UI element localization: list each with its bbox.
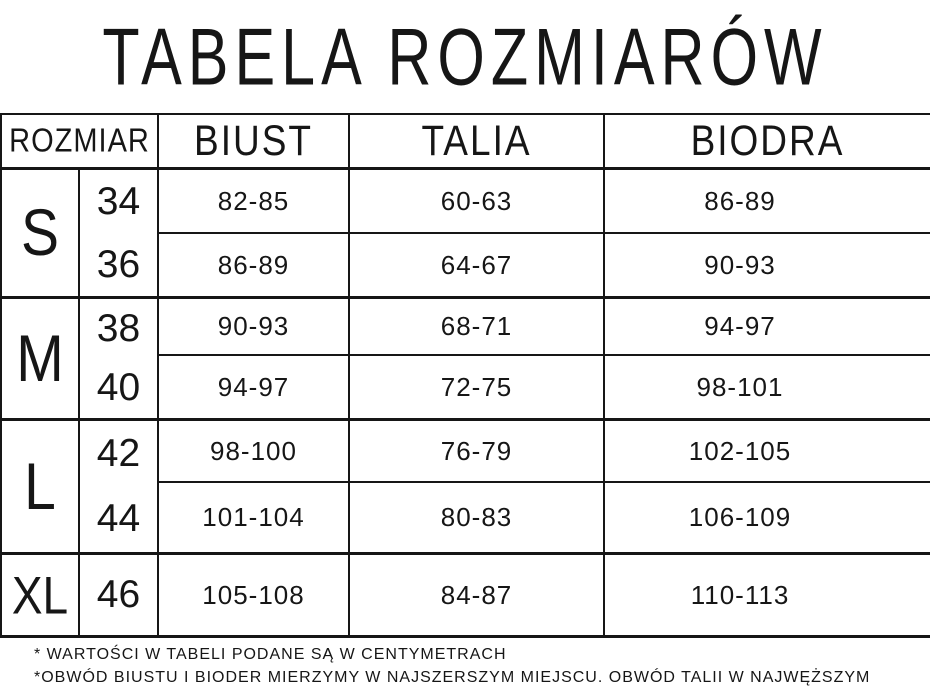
table-row [159,354,930,418]
header-biust: BIUST [159,115,350,167]
size-group-l [2,418,930,552]
table-row [159,481,930,552]
size-table [0,113,930,638]
size-letter-m: M [2,299,80,418]
table-row [159,555,930,635]
table-header-row [2,115,930,170]
measurements-column [159,170,930,296]
size-group-xl [2,552,930,635]
page-title: TABELA ROZMIARÓW [102,11,828,102]
talia-value: 72-75 [350,356,605,418]
table-row [159,170,930,232]
header-rozmiar: ROZMIAR [2,115,159,167]
biodra-value: 102-105 [688,435,792,466]
header-talia: TALIA [350,115,605,167]
size-number-column [80,299,159,418]
size-number-column [80,421,159,552]
size-letter-xl: XL [2,555,80,635]
biust-value: 86-89 [159,234,350,296]
table-row [159,299,930,354]
page-title-wrap [0,0,930,113]
size-number: 42 [96,431,141,475]
size-number: 44 [96,497,141,541]
biodra-value: 94-97 [704,311,776,341]
footnotes [34,643,930,689]
header-biodra: BIODRA [690,116,845,164]
size-number: 34 [96,179,141,223]
biodra-value: 90-93 [704,249,776,280]
biust-value: 82-85 [159,170,350,232]
size-number-column [80,170,159,296]
talia-value: 60-63 [350,170,605,232]
talia-value: 68-71 [350,299,605,354]
table-row [159,421,930,481]
size-number: 36 [96,242,141,286]
biodra-value: 86-89 [704,185,776,216]
talia-value: 64-67 [350,234,605,296]
talia-value: 76-79 [350,421,605,481]
talia-value: 80-83 [350,483,605,552]
footnote-measuring: *OBWÓD BIUSTU I BIODER MIERZYMY W NAJSZERSZYM MIEJSCU. OBWÓD TALII W NAJWĘŻSZYM [34,669,871,686]
biodra-value: 98-101 [696,371,784,402]
size-group-s [2,170,930,296]
size-number: 40 [96,366,141,410]
talia-value: 84-87 [350,555,605,635]
biust-value: 105-108 [159,555,350,635]
biust-value: 94-97 [159,356,350,418]
biust-value: 98-100 [159,421,350,481]
biodra-value: 106-109 [688,502,792,532]
footnote-units: * WARTOŚCI W TABELI PODANE SĄ W CENTYMETRACH [34,646,507,663]
biust-value: 101-104 [159,483,350,552]
size-number-column [80,555,159,635]
measurements-column [159,421,930,552]
size-letter-s: S [2,170,80,296]
measurements-column [159,555,930,635]
size-number: 38 [96,306,141,350]
biodra-value: 110-113 [690,579,790,610]
biust-value: 90-93 [159,299,350,354]
measurements-column [159,299,930,418]
size-number: 46 [96,573,141,616]
size-letter-l: L [2,421,80,552]
table-row [159,232,930,296]
size-group-m [2,296,930,418]
